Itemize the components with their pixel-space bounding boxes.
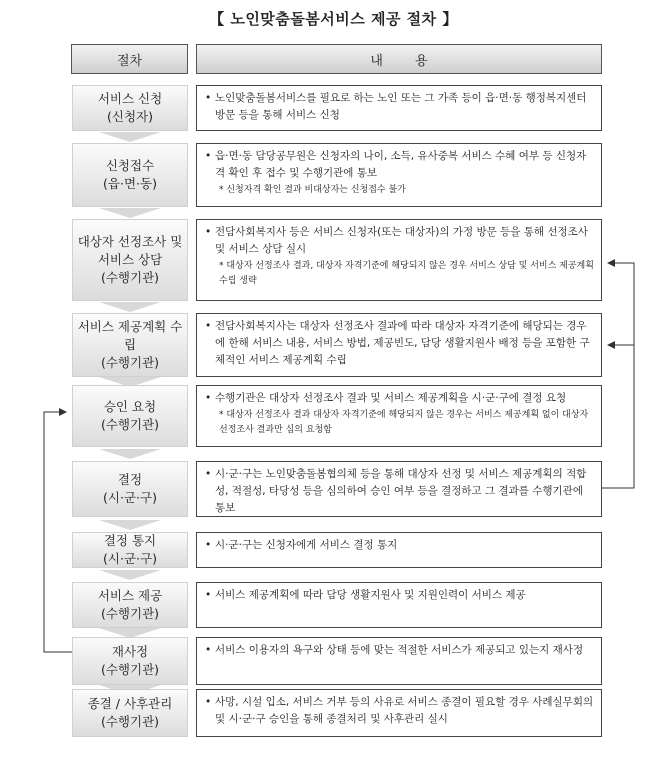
description-note: * 신청자격 확인 결과 비대상자는 신청접수 불가 bbox=[219, 185, 406, 195]
step-name: 종결 / 사후관리 bbox=[87, 696, 173, 711]
description-bullet: • 사망, 시설 입소, 서비스 거부 등의 사유로 서비스 종결이 필요할 경우 사례실무회의 및 시·군·구 승인을 통해 종결처리 및 사후관리 실시 bbox=[215, 694, 595, 728]
step-actor: (수행기관) bbox=[100, 417, 160, 432]
step-name: 대상자 선정조사 및 서비스 상담 bbox=[77, 234, 183, 267]
description-bullet: • 수행기관은 대상자 선정조사 결과 및 서비스 제공계획을 시·군·구에 결정 요청 bbox=[215, 390, 595, 407]
left-loop-arrow bbox=[44, 412, 72, 652]
description-bullet: • 시·군·구는 신청자에게 서비스 결정 통지 bbox=[215, 537, 595, 554]
step-name: 결정 bbox=[117, 472, 143, 487]
step-actor: (읍·면·동) bbox=[103, 176, 157, 191]
description-bullet: • 전담사회복지사 등은 서비스 신청자(또는 대상자)의 가정 방문 등을 통해 선정조사 및 서비스 상담 실시 bbox=[215, 224, 595, 258]
page-title: 【 노인맞춤돌봄서비스 제공 절차 】 bbox=[209, 10, 458, 28]
step-actor: (시·군·구) bbox=[103, 551, 157, 566]
column-header-step: 절차 bbox=[71, 44, 188, 74]
description-bullet: • 서비스 제공계획에 따라 담당 생활지원사 및 지원인력이 서비스 제공 bbox=[215, 587, 595, 604]
description-note: * 대상자 선정조사 결과, 대상자 자격기준에 해당되지 않은 경우 서비스 상담 및 서비스 제공계획 수립 생략 bbox=[219, 261, 594, 286]
description-bullet: • 노인맞춤돌봄서비스를 필요로 하는 노인 또는 그 가족 등이 읍·면·동 행정복지센터 방문 등을 통해 서비스 신청 bbox=[215, 90, 595, 124]
description-bullet: • 전담사회복지사는 대상자 선정조사 결과에 따라 대상자 자격기준에 해당되는 경우에 한해 서비스 내용, 서비스 방법, 제공빈도, 담당 생활지원사 배정 등을 포함한 구체적인 서비스 제공계획 수립 bbox=[215, 318, 595, 369]
description-bullet: • 서비스 이용자의 욕구와 상태 등에 맞는 적절한 서비스가 제공되고 있는지 재사정 bbox=[215, 642, 595, 659]
step-name: 신청접수 bbox=[105, 158, 155, 173]
column-header-content: 내 용 bbox=[196, 44, 602, 74]
step-actor: (수행기관) bbox=[100, 355, 160, 370]
step-name: 승인 요청 bbox=[103, 399, 157, 414]
step-actor: (수행기관) bbox=[100, 270, 160, 285]
step-name: 결정 통지 bbox=[103, 533, 157, 548]
right-feedback-arrow bbox=[602, 263, 634, 488]
step-name: 서비스 제공 bbox=[97, 588, 163, 603]
step-actor: (수행기관) bbox=[100, 606, 160, 621]
step-name: 서비스 신청 bbox=[97, 91, 163, 106]
step-actor: (수행기관) bbox=[100, 714, 160, 729]
step-actor: (시·군·구) bbox=[103, 490, 157, 505]
description-bullet: • 읍·면·동 담당공무원은 신청자의 나이, 소득, 유사중복 서비스 수혜 여부 등 신청자격 확인 후 접수 및 수행기관에 통보 bbox=[215, 148, 595, 182]
step-name: 재사정 bbox=[111, 644, 149, 659]
step-actor: (수행기관) bbox=[100, 662, 160, 677]
description-note: * 대상자 선정조사 결과 대상자 자격기준에 해당되지 않은 경우는 서비스 제공계획 없이 대상자 선정조사 결과만 심의 요청함 bbox=[219, 410, 589, 435]
step-name: 서비스 제공계획 수립 bbox=[77, 319, 183, 352]
step-actor: (신청자) bbox=[107, 109, 153, 124]
description-bullet: • 시·군·구는 노인맞춤돌봄협의체 등을 통해 대상자 선정 및 서비스 제공계획의 적합성, 적절성, 타당성 등을 심의하여 승인 여부 등을 결정하고 그 결과를 수행기관에 통보 bbox=[215, 466, 595, 517]
